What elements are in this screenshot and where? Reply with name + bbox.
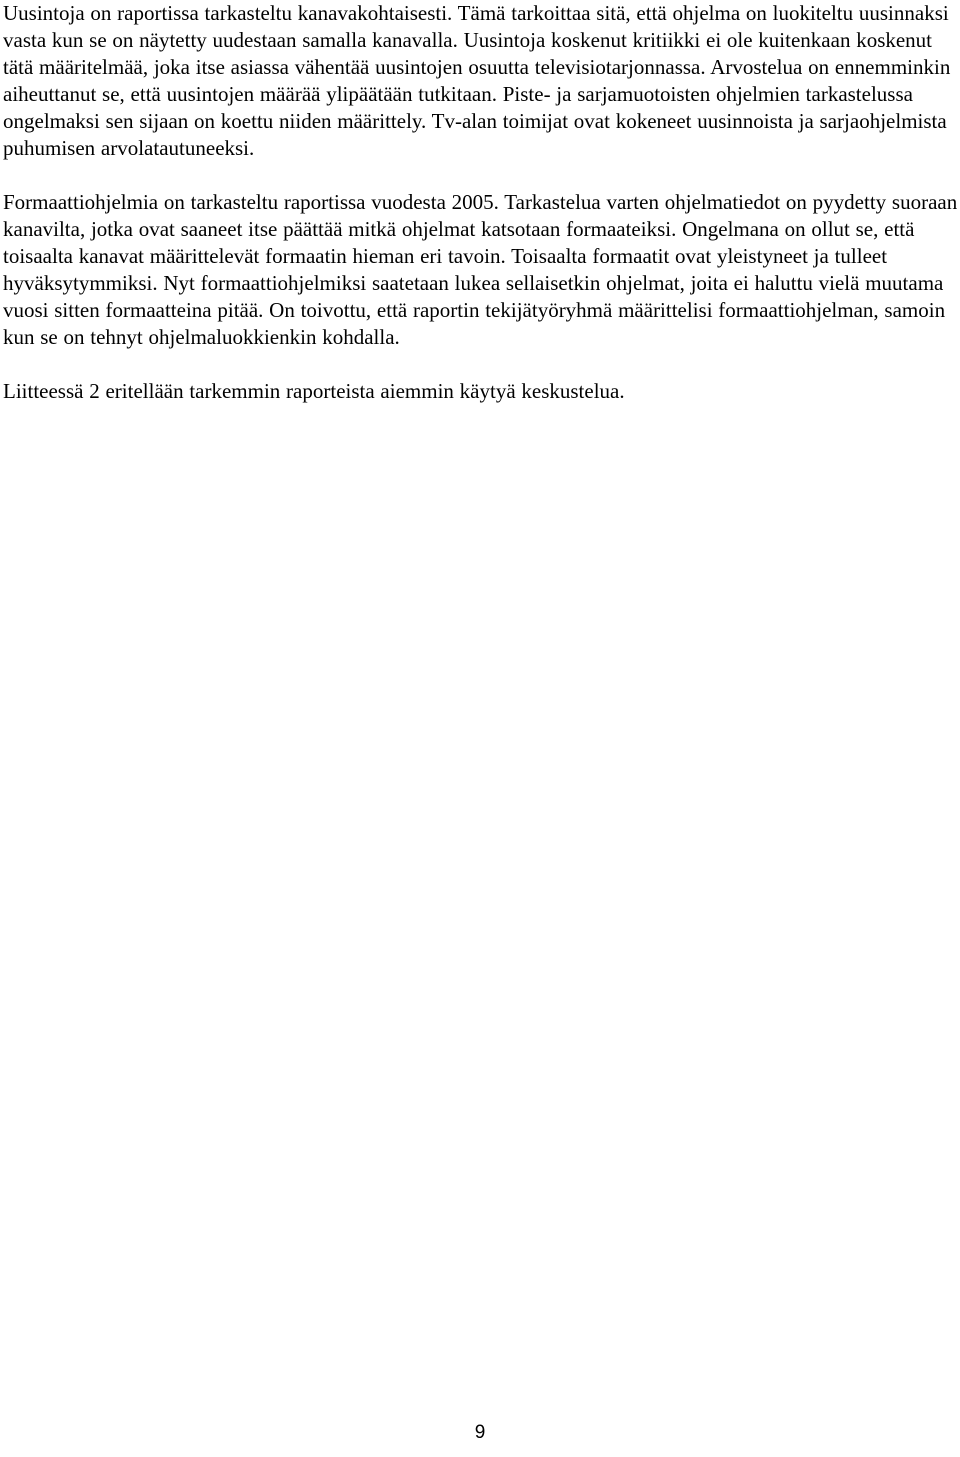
paragraph-formats: Formaattiohjelmia on tarkasteltu raportissa vuodesta 2005. Tarkastelua varten ohjelmatiedot on pyydetty suoraan kanavilta, jotka ovat saaneet itse päättää mitkä ohjelmat katsotaan formaateiksi. Ongelmana on ollut se, että toisaalta kanavat määrittelevät formaatin hieman eri tavoin. Toisaalta formaatit ovat yleistyneet ja tulleet hyväksytymmiksi. Nyt formaattiohjelmiksi saatetaan lukea sellaisetkin ohjelmat, joita ei haluttu vielä muutama vuosi sitten formaatteina pitää. On toivottu, että raportin tekijätyöryhmä määrittelisi formaattiohjelman, samoin kun se on tehnyt ohjelmaluokkienkin kohdalla.: [3, 190, 958, 349]
document-body: [3, 0, 960, 432]
paragraph-reruns: Uusintoja on raportissa tarkasteltu kanavakohtaisesti. Tämä tarkoittaa sitä, että ohjelma on luokiteltu uusinnaksi vasta kun se on näytetty uudestaan samalla kanavalla. Uusintoja koskenut kritiikki ei ole kuitenkaan koskenut tätä määritelmää, joka itse asiassa vähentää uusintojen osuutta televisiotarjonnassa. Arvostelua on ennemminkin aiheuttanut se, että uusintojen määrää ylipäätään tutkitaan. Piste- ja sarjamuotoisten ohjelmien tarkastelussa ongelmaksi sen sijaan on koettu niiden määrittely. Tv-alan toimijat ovat kokeneet uusinnoista ja sarjaohjelmista puhumisen arvolatautuneeksi.: [3, 1, 951, 160]
page-number: 9: [474, 1422, 486, 1443]
paragraph-appendix: Liitteessä 2 eritellään tarkemmin raporteista aiemmin käytyä keskustelua.: [3, 379, 625, 403]
